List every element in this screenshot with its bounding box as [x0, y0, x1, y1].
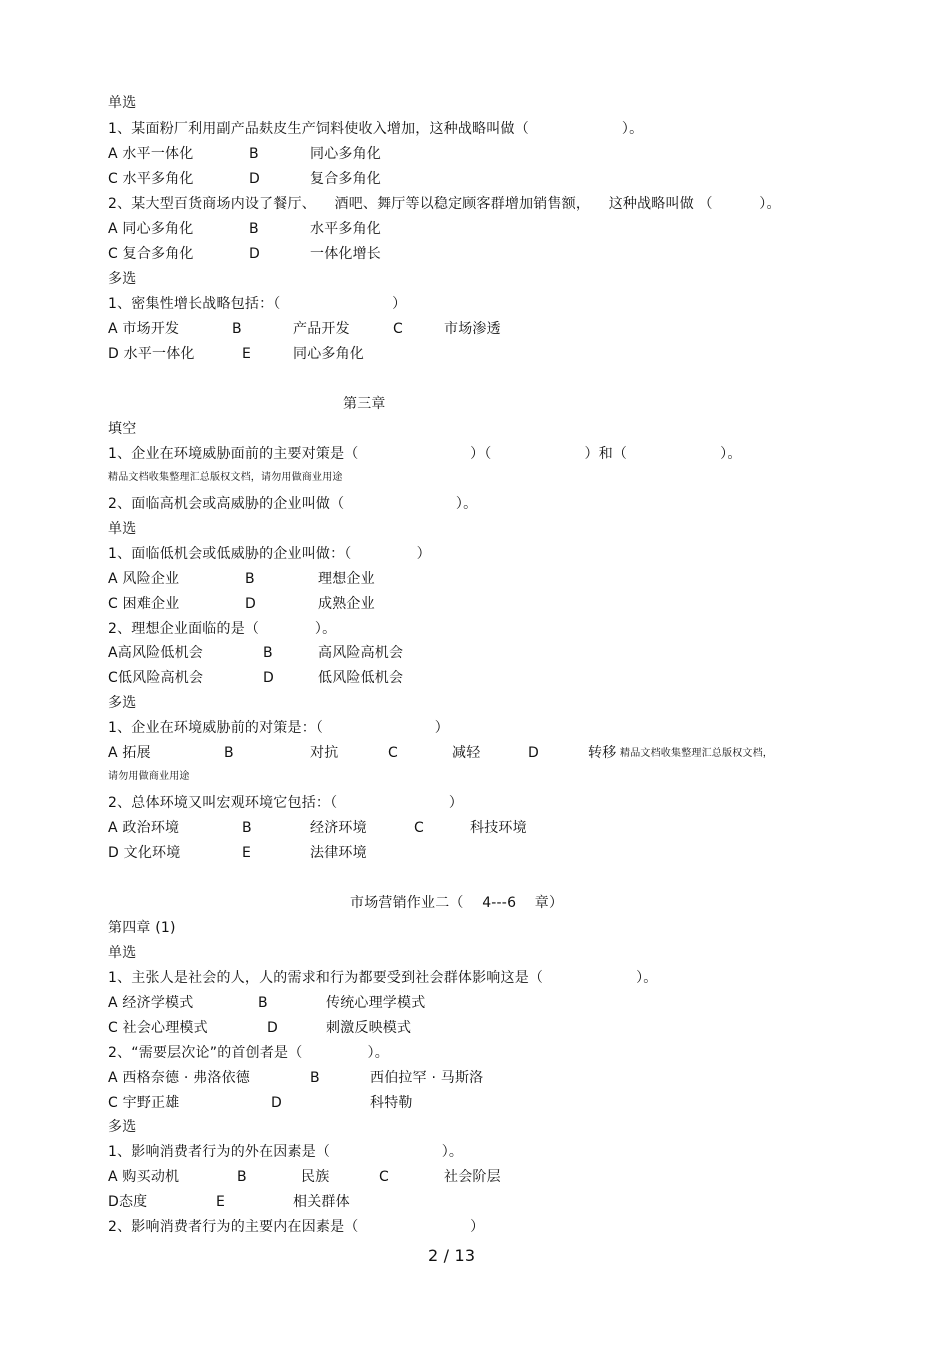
option-letter: D: [249, 246, 260, 262]
option-letter: D: [267, 1020, 278, 1036]
answer-options: [108, 1193, 808, 1211]
option-letter: D: [245, 596, 256, 612]
option: A 经济学模式: [108, 995, 194, 1011]
option: 相关群体: [293, 1194, 350, 1210]
option: 西伯拉罕 · 马斯洛: [370, 1070, 484, 1086]
option-letter: B: [263, 645, 273, 661]
answer-options: [108, 145, 808, 163]
question-text: 2、影响消费者行为的主要内在因素是（ ）: [108, 1219, 485, 1235]
option-letter: B: [258, 995, 268, 1011]
answer-options: [108, 1094, 808, 1112]
option-letter: B: [232, 321, 242, 337]
option-letter: B: [249, 221, 259, 237]
option: C 水平多角化: [108, 171, 194, 187]
answer-options: [108, 1019, 808, 1037]
question-text: 1、某面粉厂利用副产品麸皮生产饲料使收入增加，这种战略叫做（ ）。: [108, 121, 644, 137]
option-letter: E: [216, 1194, 226, 1210]
answer-options: [108, 1168, 808, 1186]
question-text: 1、影响消费者行为的外在因素是（ ）。: [108, 1144, 464, 1160]
option: A 风险企业: [108, 571, 180, 587]
question-text: 2、某大型百货商场内设了餐厅、 酒吧、舞厅等以稳定顾客群增加销售额， 这种战略叫做 （ ）。: [108, 196, 781, 212]
section-heading-single: 单选: [108, 521, 137, 537]
option-letter: D: [271, 1095, 282, 1111]
option-letter: C: [393, 321, 403, 337]
copyright-note: 精品文档收集整理汇总版权文档，: [620, 748, 773, 759]
section-heading-single: 单选: [108, 945, 137, 961]
chapter-title: 第四章 (1): [108, 920, 176, 936]
option: 法律环境: [310, 845, 367, 861]
copyright-note: 请勿用做商业用途: [108, 771, 190, 782]
option-letter: C: [379, 1169, 389, 1185]
option: 减轻: [452, 745, 481, 761]
section-heading-multi: 多选: [108, 695, 137, 711]
option: 传统心理学模式: [326, 995, 426, 1011]
option: A 同心多角化: [108, 221, 194, 237]
assignment-title: 市场营销作业二（ 4---6 章）: [350, 895, 564, 911]
option: 转移: [588, 745, 617, 761]
option: D 水平一体化: [108, 346, 195, 362]
page-number: 2 / 13: [428, 1246, 476, 1265]
option: 民族: [301, 1169, 330, 1185]
option-letter: B: [245, 571, 255, 587]
answer-options: [108, 844, 808, 862]
answer-options: [108, 595, 808, 613]
question-text: 1、企业在环境威胁面前的主要对策是（ ）（ ）和（ ）。: [108, 446, 742, 462]
option: C低风险高机会: [108, 670, 204, 686]
section-heading-multi: 多选: [108, 271, 137, 287]
copyright-note: 精品文档收集整理汇总版权文档，请勿用做商业用途: [108, 472, 343, 483]
option-letter: B: [242, 820, 252, 836]
answer-options: [108, 1069, 808, 1087]
option: 经济环境: [310, 820, 367, 836]
option: A高风险低机会: [108, 645, 203, 661]
option: 产品开发: [293, 321, 350, 337]
option: C 宇野正雄: [108, 1095, 180, 1111]
option: 同心多角化: [310, 146, 381, 162]
question-text: 1、面临低机会或低威胁的企业叫做：（ ）: [108, 546, 431, 562]
option: D 文化环境: [108, 845, 181, 861]
option: 复合多角化: [310, 171, 381, 187]
answer-options: [108, 994, 808, 1012]
option: C 困难企业: [108, 596, 180, 612]
option: 低风险低机会: [318, 670, 404, 686]
option-letter: B: [249, 146, 259, 162]
option: 高风险高机会: [318, 645, 404, 661]
option-letter: E: [242, 346, 252, 362]
option: A 市场开发: [108, 321, 180, 337]
answer-options: [108, 744, 848, 762]
option-letter: D: [528, 745, 539, 761]
answer-options: [108, 245, 808, 263]
answer-options: [108, 320, 808, 338]
option: A 水平一体化: [108, 146, 194, 162]
question-text: 1、企业在环境威胁前的对策是：（ ）: [108, 720, 449, 736]
option: 一体化增长: [310, 246, 381, 262]
option: 科特勒: [370, 1095, 413, 1111]
option: 同心多角化: [293, 346, 364, 362]
question-text: 2、理想企业面临的是（ ）。: [108, 621, 337, 637]
answer-options: [108, 170, 808, 188]
option: C 复合多角化: [108, 246, 194, 262]
option: 理想企业: [318, 571, 375, 587]
option-letter: C: [388, 745, 398, 761]
question-text: 1、密集性增长战略包括：（ ）: [108, 296, 407, 312]
option: 社会阶层: [444, 1169, 501, 1185]
option: 市场渗透: [444, 321, 501, 337]
option: A 购买动机: [108, 1169, 180, 1185]
answer-options: [108, 644, 808, 662]
answer-options: [108, 570, 808, 588]
option: 水平多角化: [310, 221, 381, 237]
option: D态度: [108, 1194, 148, 1210]
answer-options: [108, 819, 808, 837]
option: C 社会心理模式: [108, 1020, 208, 1036]
answer-options: [108, 669, 808, 687]
option: 成熟企业: [318, 596, 375, 612]
option-letter: D: [249, 171, 260, 187]
answer-options: [108, 220, 808, 238]
option-letter: E: [242, 845, 252, 861]
option: 科技环境: [470, 820, 527, 836]
question-text: 2、总体环境又叫宏观环境它包括：（ ）: [108, 795, 464, 811]
option: A 西格奈德 · 弗洛依德: [108, 1070, 250, 1086]
option-letter: B: [237, 1169, 247, 1185]
answer-options: [108, 345, 808, 363]
option-letter: B: [310, 1070, 320, 1086]
option: A 政治环境: [108, 820, 180, 836]
question-text: 2、面临高机会或高威胁的企业叫做（ ）。: [108, 496, 478, 512]
option: A 拓展: [108, 745, 151, 761]
option: 刺激反映模式: [326, 1020, 412, 1036]
section-heading-multi: 多选: [108, 1119, 137, 1135]
section-heading-single: 单选: [108, 95, 137, 111]
chapter-title: 第三章: [343, 396, 386, 412]
option: 对抗: [310, 745, 339, 761]
option-letter: D: [263, 670, 274, 686]
question-text: 1、主张人是社会的人，人的需求和行为都要受到社会群体影响这是（ ）。: [108, 970, 658, 986]
option-letter: C: [414, 820, 424, 836]
question-text: 2、“需要层次论”的首创者是（ ）。: [108, 1045, 389, 1061]
section-heading-fill: 填空: [108, 421, 137, 437]
option-letter: B: [224, 745, 234, 761]
